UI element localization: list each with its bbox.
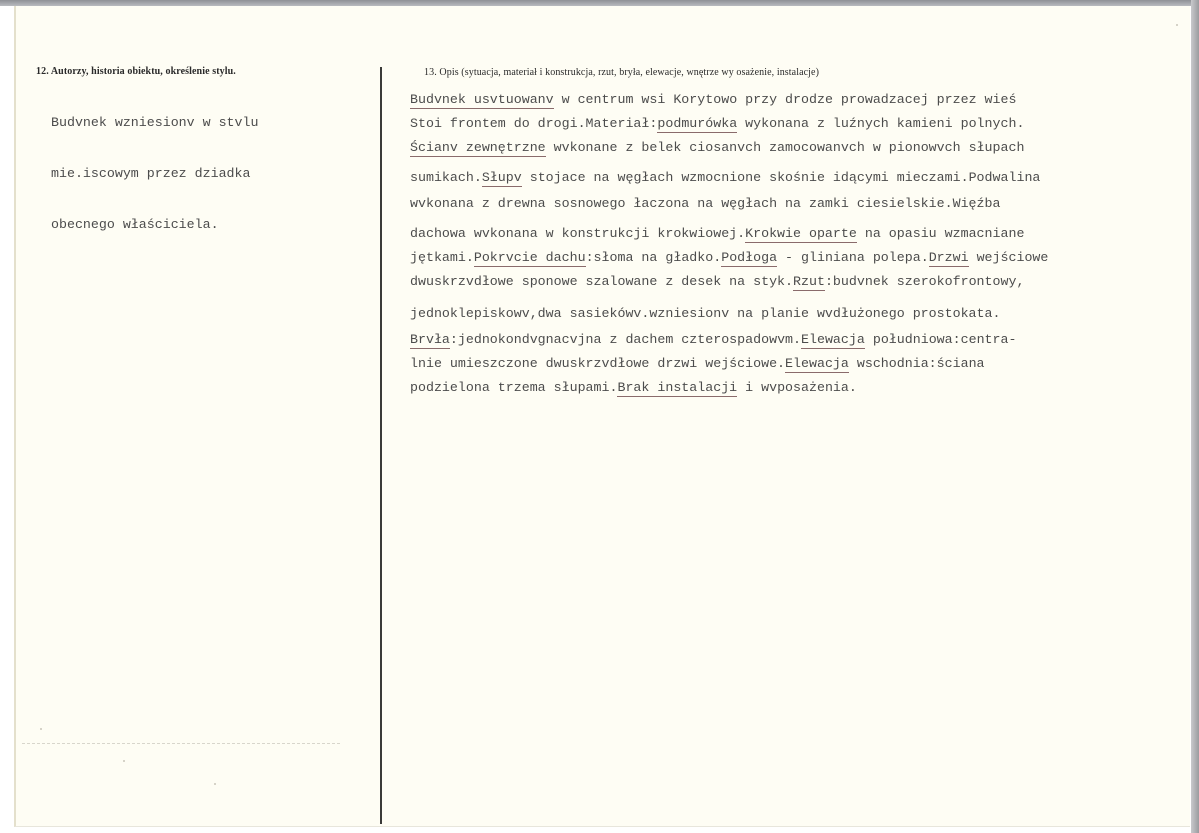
- underlined-term: Słupv: [481, 170, 522, 185]
- section-12-line: obecnego właściciela.: [51, 217, 219, 232]
- paper-speck: [214, 783, 216, 785]
- description-line: [410, 226, 1024, 241]
- description-text: południowa:centra-: [864, 332, 1017, 347]
- underlined-term: Brvła: [410, 332, 450, 347]
- section-12-line: mie.iscowym przez dziadka: [51, 166, 251, 181]
- paper-speck: [40, 728, 42, 730]
- description-line: [410, 332, 1016, 347]
- description-text: w centrum wsi Korytowo przy drodze prowadzacej przez wieś: [553, 92, 1017, 107]
- paper-speck: [1176, 24, 1178, 26]
- underlined-term: Ścianv zewnętrzne: [410, 140, 546, 155]
- underlined-term: podmurówka: [657, 116, 738, 131]
- description-text: wvkonana z drewna sosnowego łaczona na węgłach na zamki ciesielskie.Więźba: [410, 196, 1001, 211]
- description-line: [410, 170, 1040, 185]
- description-line: [410, 380, 857, 395]
- description-text: lnie umieszczone dwuskrzvdłowe drzwi wejściowe.: [410, 356, 786, 371]
- description-line: [410, 356, 985, 371]
- description-line: [410, 196, 1000, 211]
- section-12-heading: 12. Autorzy, historia obiektu, określenie stylu.: [36, 66, 236, 77]
- description-text: stojace na węgłach wzmocnione skośnie idącymi mieczami.Podwalina: [521, 170, 1041, 185]
- underlined-term: Elewacja: [785, 356, 849, 371]
- description-text: dachowa wvkonana w konstrukcji krokwiowej.: [410, 226, 746, 241]
- section-13-heading: 13. Opis (sytuacja, materiał i konstrukcja, rzut, bryła, elewacje, wnętrze wy osażenie, instalacje): [424, 67, 820, 78]
- description-text: :budvnek szerokofrontowy,: [824, 274, 1025, 289]
- underlined-term: Pokrvcie dachu: [473, 250, 586, 265]
- description-text: Stoi frontem do drogi.Materiał:: [410, 116, 658, 131]
- description-text: wejściowe: [968, 250, 1049, 265]
- description-text: jednoklepiskowv,dwa sasiekówv.wzniesionv na planie wvdłużonego prostokata.: [410, 306, 1001, 321]
- description-line: [410, 92, 1016, 107]
- underlined-term: Budvnek usvtuowanv: [410, 92, 554, 107]
- description-text: i wvposażenia.: [737, 380, 857, 395]
- column-divider: [380, 67, 382, 824]
- underlined-term: Rzut: [793, 274, 825, 289]
- description-text: :jednokondvgnacvjna z dachem czterospadowvm.: [449, 332, 802, 347]
- description-text: dwuskrzvdłowe sponowe szalowane z desek na styk.: [410, 274, 794, 289]
- description-text: jętkami.: [410, 250, 474, 265]
- description-line: [410, 306, 1000, 321]
- description-text: :słoma na gładko.: [585, 250, 722, 265]
- description-text: sumikach.: [410, 170, 482, 185]
- underlined-term: Drzwi: [928, 250, 969, 265]
- description-line: [410, 274, 1024, 289]
- description-text: na opasiu wzmacniane: [856, 226, 1025, 241]
- description-line: [410, 250, 1048, 265]
- faint-rule: [22, 743, 340, 744]
- underlined-term: Krokwie oparte: [745, 226, 857, 241]
- description-line: [410, 116, 1024, 131]
- description-text: wschodnia:ściana: [848, 356, 985, 371]
- section-12-line: Budvnek wzniesionv w stvlu: [51, 115, 259, 130]
- description-text: wykonana z luźnych kamieni polnych.: [737, 116, 1025, 131]
- paper-speck: [123, 760, 125, 762]
- underlined-term: Podłoga: [721, 250, 778, 265]
- description-text: wvkonane z belek ciosanvch zamocowanvch w pionowvch słupach: [545, 140, 1025, 155]
- scan-right-edge: [1191, 0, 1199, 833]
- section-12-text: [51, 80, 258, 250]
- description-text: - gliniana polepa.: [777, 250, 929, 265]
- underlined-term: Brak instalacji: [617, 380, 738, 395]
- description-line: [410, 140, 1024, 155]
- description-text: podzielona trzema słupami.: [410, 380, 618, 395]
- underlined-term: Elewacja: [801, 332, 865, 347]
